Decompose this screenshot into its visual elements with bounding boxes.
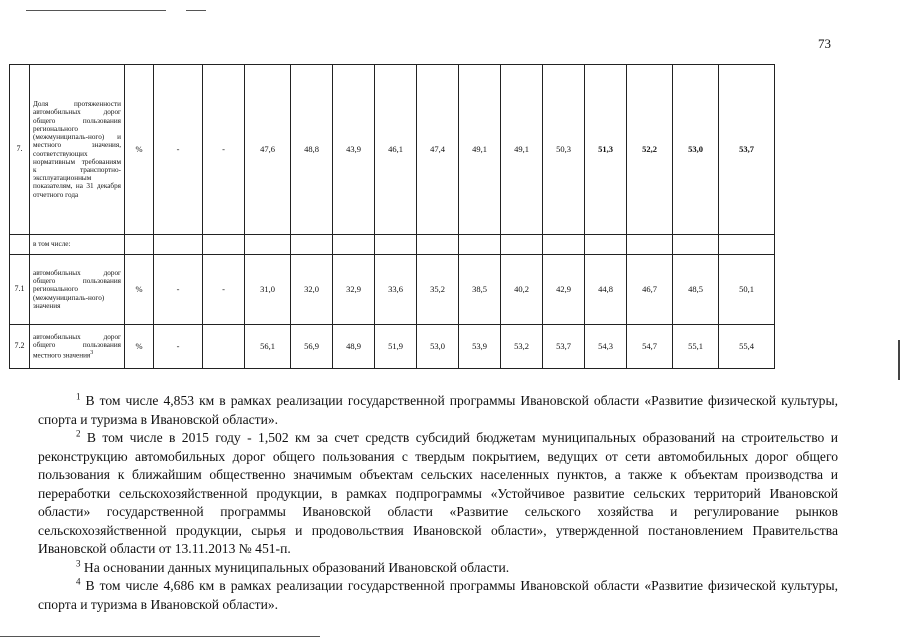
value-cell: 53,7	[719, 65, 775, 235]
value-cell	[719, 235, 775, 255]
value-cell: 48,5	[673, 255, 719, 325]
value-cell: 49,1	[501, 65, 543, 235]
value-cell: 55,4	[719, 325, 775, 369]
footnote-text: На основании данных муниципальных образований Ивановской области.	[83, 559, 510, 575]
footnote-text: В том числе 4,853 км в рамках реализации государственной программы Ивановской области «Развитие физической культуры, спорта и туризма в Ивановской области».	[38, 393, 838, 427]
value-cell: 55,1	[673, 325, 719, 369]
value-cell: 33,6	[375, 255, 417, 325]
value-cell	[375, 235, 417, 255]
value-cell: 46,1	[375, 65, 417, 235]
value-cell: 54,3	[585, 325, 627, 369]
indicator-table	[9, 64, 775, 369]
value-cell: 52,2	[627, 65, 673, 235]
indicator-name	[30, 255, 125, 325]
value-cell: 48,8	[291, 65, 333, 235]
row-number: 7.	[10, 65, 30, 235]
value-cell	[417, 235, 459, 255]
base-value-cell: -	[154, 255, 203, 325]
unit-cell: %	[125, 255, 154, 325]
footnote-mark: 2	[76, 428, 81, 439]
row-number: 7.2	[10, 325, 30, 369]
indicator-text: в том числе:	[33, 240, 71, 249]
row-number: 7.1	[10, 255, 30, 325]
table-row	[10, 325, 775, 369]
value-cell: 46,7	[627, 255, 673, 325]
table-row	[10, 235, 775, 255]
value-cell: 32,0	[291, 255, 333, 325]
unit-cell: %	[125, 65, 154, 235]
value-cell: 47,6	[245, 65, 291, 235]
base-value-cell	[154, 235, 203, 255]
indicator-name	[30, 235, 125, 255]
footnote	[38, 392, 838, 429]
indicator-footnote-mark: 3	[90, 350, 94, 357]
footnote-text: В том числе в 2015 году - 1,502 км за счет средств субсидий бюджетам муниципальных образований на строительство и реконструкцию автомобильных дорог общего пользования с твердым покрытием, ведущих от сети автомобильных дорог общего пользования к ближайшим общественно значимым объектам сельских населенных пунктов, а также к объектам производства и переработки сельскохозяйственной продукции, в рамках подпрограммы «Устойчивое развитие сельских территорий Ивановской области» государственной программы Ивановской области «Развитие сельского хозяйства и регулирование рынков сельскохозяйственной продукции, сырья и продовольствия Ивановской области», утвержденной постановлением Правительства Ивановской области от 13.11.2013 № 451-п.	[38, 430, 838, 556]
value-cell	[627, 235, 673, 255]
value-cell: 53,0	[417, 325, 459, 369]
value-cell: 51,9	[375, 325, 417, 369]
scan-line-bottom	[0, 636, 320, 637]
value-cell: 47,4	[417, 65, 459, 235]
value-cell: 53,0	[673, 65, 719, 235]
base-value-cell	[203, 325, 245, 369]
value-cell: 44,8	[585, 255, 627, 325]
scan-line-top-right	[186, 10, 206, 11]
value-cell	[585, 235, 627, 255]
value-cell: 42,9	[543, 255, 585, 325]
footnote	[38, 429, 838, 559]
value-cell: 53,9	[459, 325, 501, 369]
footnote-mark: 4	[76, 576, 81, 587]
value-cell: 56,9	[291, 325, 333, 369]
value-cell: 50,1	[719, 255, 775, 325]
value-cell: 51,3	[585, 65, 627, 235]
row-number	[10, 235, 30, 255]
value-cell	[673, 235, 719, 255]
scan-line-top-left	[26, 10, 166, 11]
value-cell: 53,7	[543, 325, 585, 369]
page-number: 73	[818, 36, 831, 51]
footnote	[38, 577, 838, 614]
footnote-mark: 1	[76, 391, 81, 402]
value-cell	[501, 235, 543, 255]
footnote-text: В том числе 4,686 км в рамках реализации государственной программы Ивановской области «Развитие физической культуры, спорта и туризма в Ивановской области».	[38, 578, 838, 612]
value-cell: 50,3	[543, 65, 585, 235]
value-cell: 54,7	[627, 325, 673, 369]
value-cell: 32,9	[333, 255, 375, 325]
footnote-mark: 3	[76, 557, 81, 568]
base-value-cell	[203, 235, 245, 255]
indicator-table-body	[10, 65, 775, 369]
indicator-name	[30, 65, 125, 235]
base-value-cell: -	[154, 65, 203, 235]
value-cell	[291, 235, 333, 255]
value-cell: 49,1	[459, 65, 501, 235]
table-row	[10, 255, 775, 325]
value-cell	[333, 235, 375, 255]
value-cell: 38,5	[459, 255, 501, 325]
value-cell	[459, 235, 501, 255]
table-row	[10, 65, 775, 235]
value-cell: 35,2	[417, 255, 459, 325]
value-cell	[245, 235, 291, 255]
indicator-text: автомобильных дорог общего пользования местного значения	[33, 333, 121, 360]
base-value-cell: -	[154, 325, 203, 369]
indicator-text: автомобильных дорог общего пользования регионального (межмуниципаль-ного) значения	[33, 268, 121, 310]
indicator-name	[30, 325, 125, 369]
value-cell: 48,9	[333, 325, 375, 369]
unit-cell	[125, 235, 154, 255]
unit-cell: %	[125, 325, 154, 369]
value-cell	[543, 235, 585, 255]
scan-mark-right	[898, 340, 900, 380]
footnote	[38, 559, 838, 578]
value-cell: 43,9	[333, 65, 375, 235]
footnotes	[38, 392, 838, 614]
value-cell: 31,0	[245, 255, 291, 325]
value-cell: 56,1	[245, 325, 291, 369]
base-value-cell: -	[203, 65, 245, 235]
value-cell: 53,2	[501, 325, 543, 369]
indicator-text: Доля протяженности автомобильных дорог общего пользования регионального (межмуниципаль-ного) и местного значения, соответствующих нормативным требованиям к транспортно-эксплуатационным показателям, на 31 декабря отчетного года	[33, 100, 121, 199]
base-value-cell: -	[203, 255, 245, 325]
value-cell: 40,2	[501, 255, 543, 325]
